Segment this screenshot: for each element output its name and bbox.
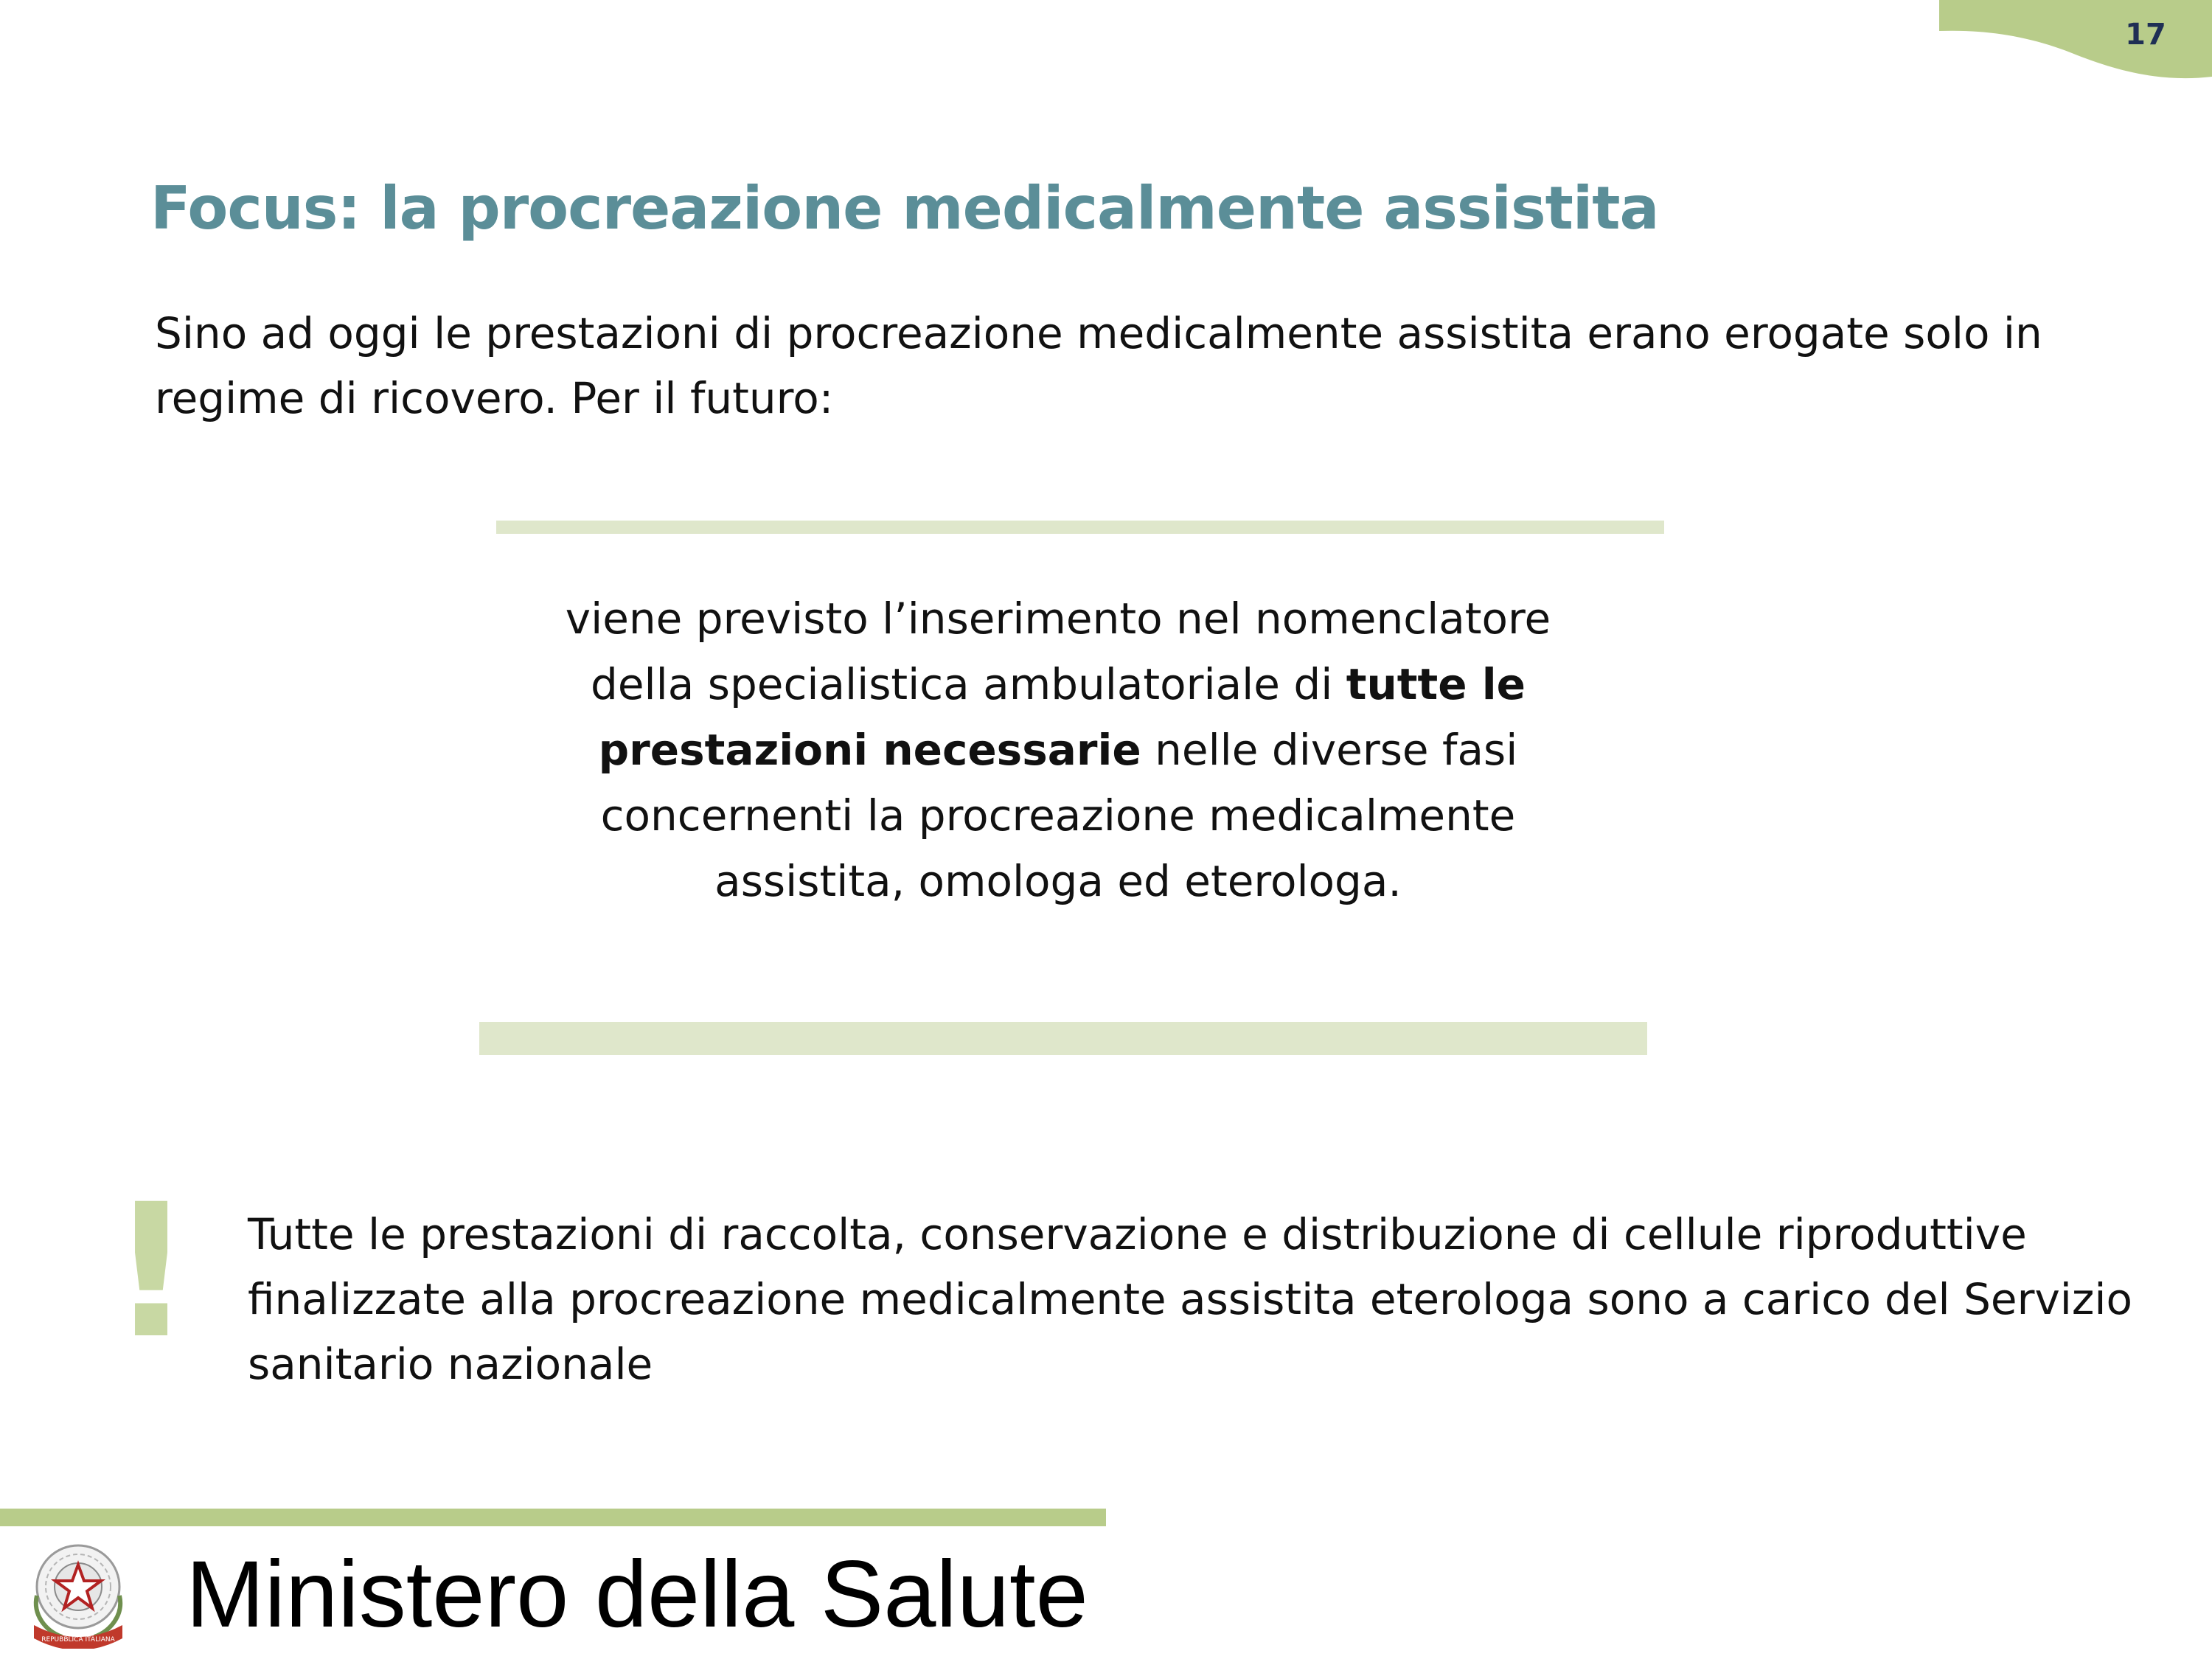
- ministry-name: Ministero della Salute: [186, 1542, 1088, 1647]
- page-number: 17: [2125, 18, 2166, 52]
- callout-lead: viene previsto l’inserimento nel nomenclatore della specialistica ambulatoriale di: [565, 594, 1551, 709]
- callout-emphasis: tutte le prestazioni necessarie: [598, 659, 1526, 775]
- callout-bottom-divider: [479, 1022, 1647, 1055]
- emblem-text: REPUBBLICA ITALIANA: [41, 1636, 115, 1644]
- intro-paragraph: Sino ad oggi le prestazioni di procreazione medicalmente assistita erano erogate solo in regime di ricovero. Per il futuro:: [155, 308, 2042, 423]
- callout-text: [516, 586, 1600, 914]
- slide-title: Focus: la procreazione medicalmente assistita: [150, 174, 1659, 243]
- callout-top-divider: [496, 521, 1664, 534]
- note-paragraph: Tutte le prestazioni di raccolta, conservazione e distribuzione di cellule riproduttive finalizzate alla procreazione medicalmente assistita eterologa sono a carico del Servizio sanitario nazionale: [248, 1209, 2132, 1389]
- footer-divider: [0, 1509, 1106, 1526]
- callout-tail: nelle diverse fasi concernenti la procreazione medicalmente assistita, omologa ed eterologa.: [600, 725, 1518, 906]
- exclamation-icon: !: [109, 1164, 194, 1379]
- italian-republic-emblem-icon: [27, 1538, 130, 1649]
